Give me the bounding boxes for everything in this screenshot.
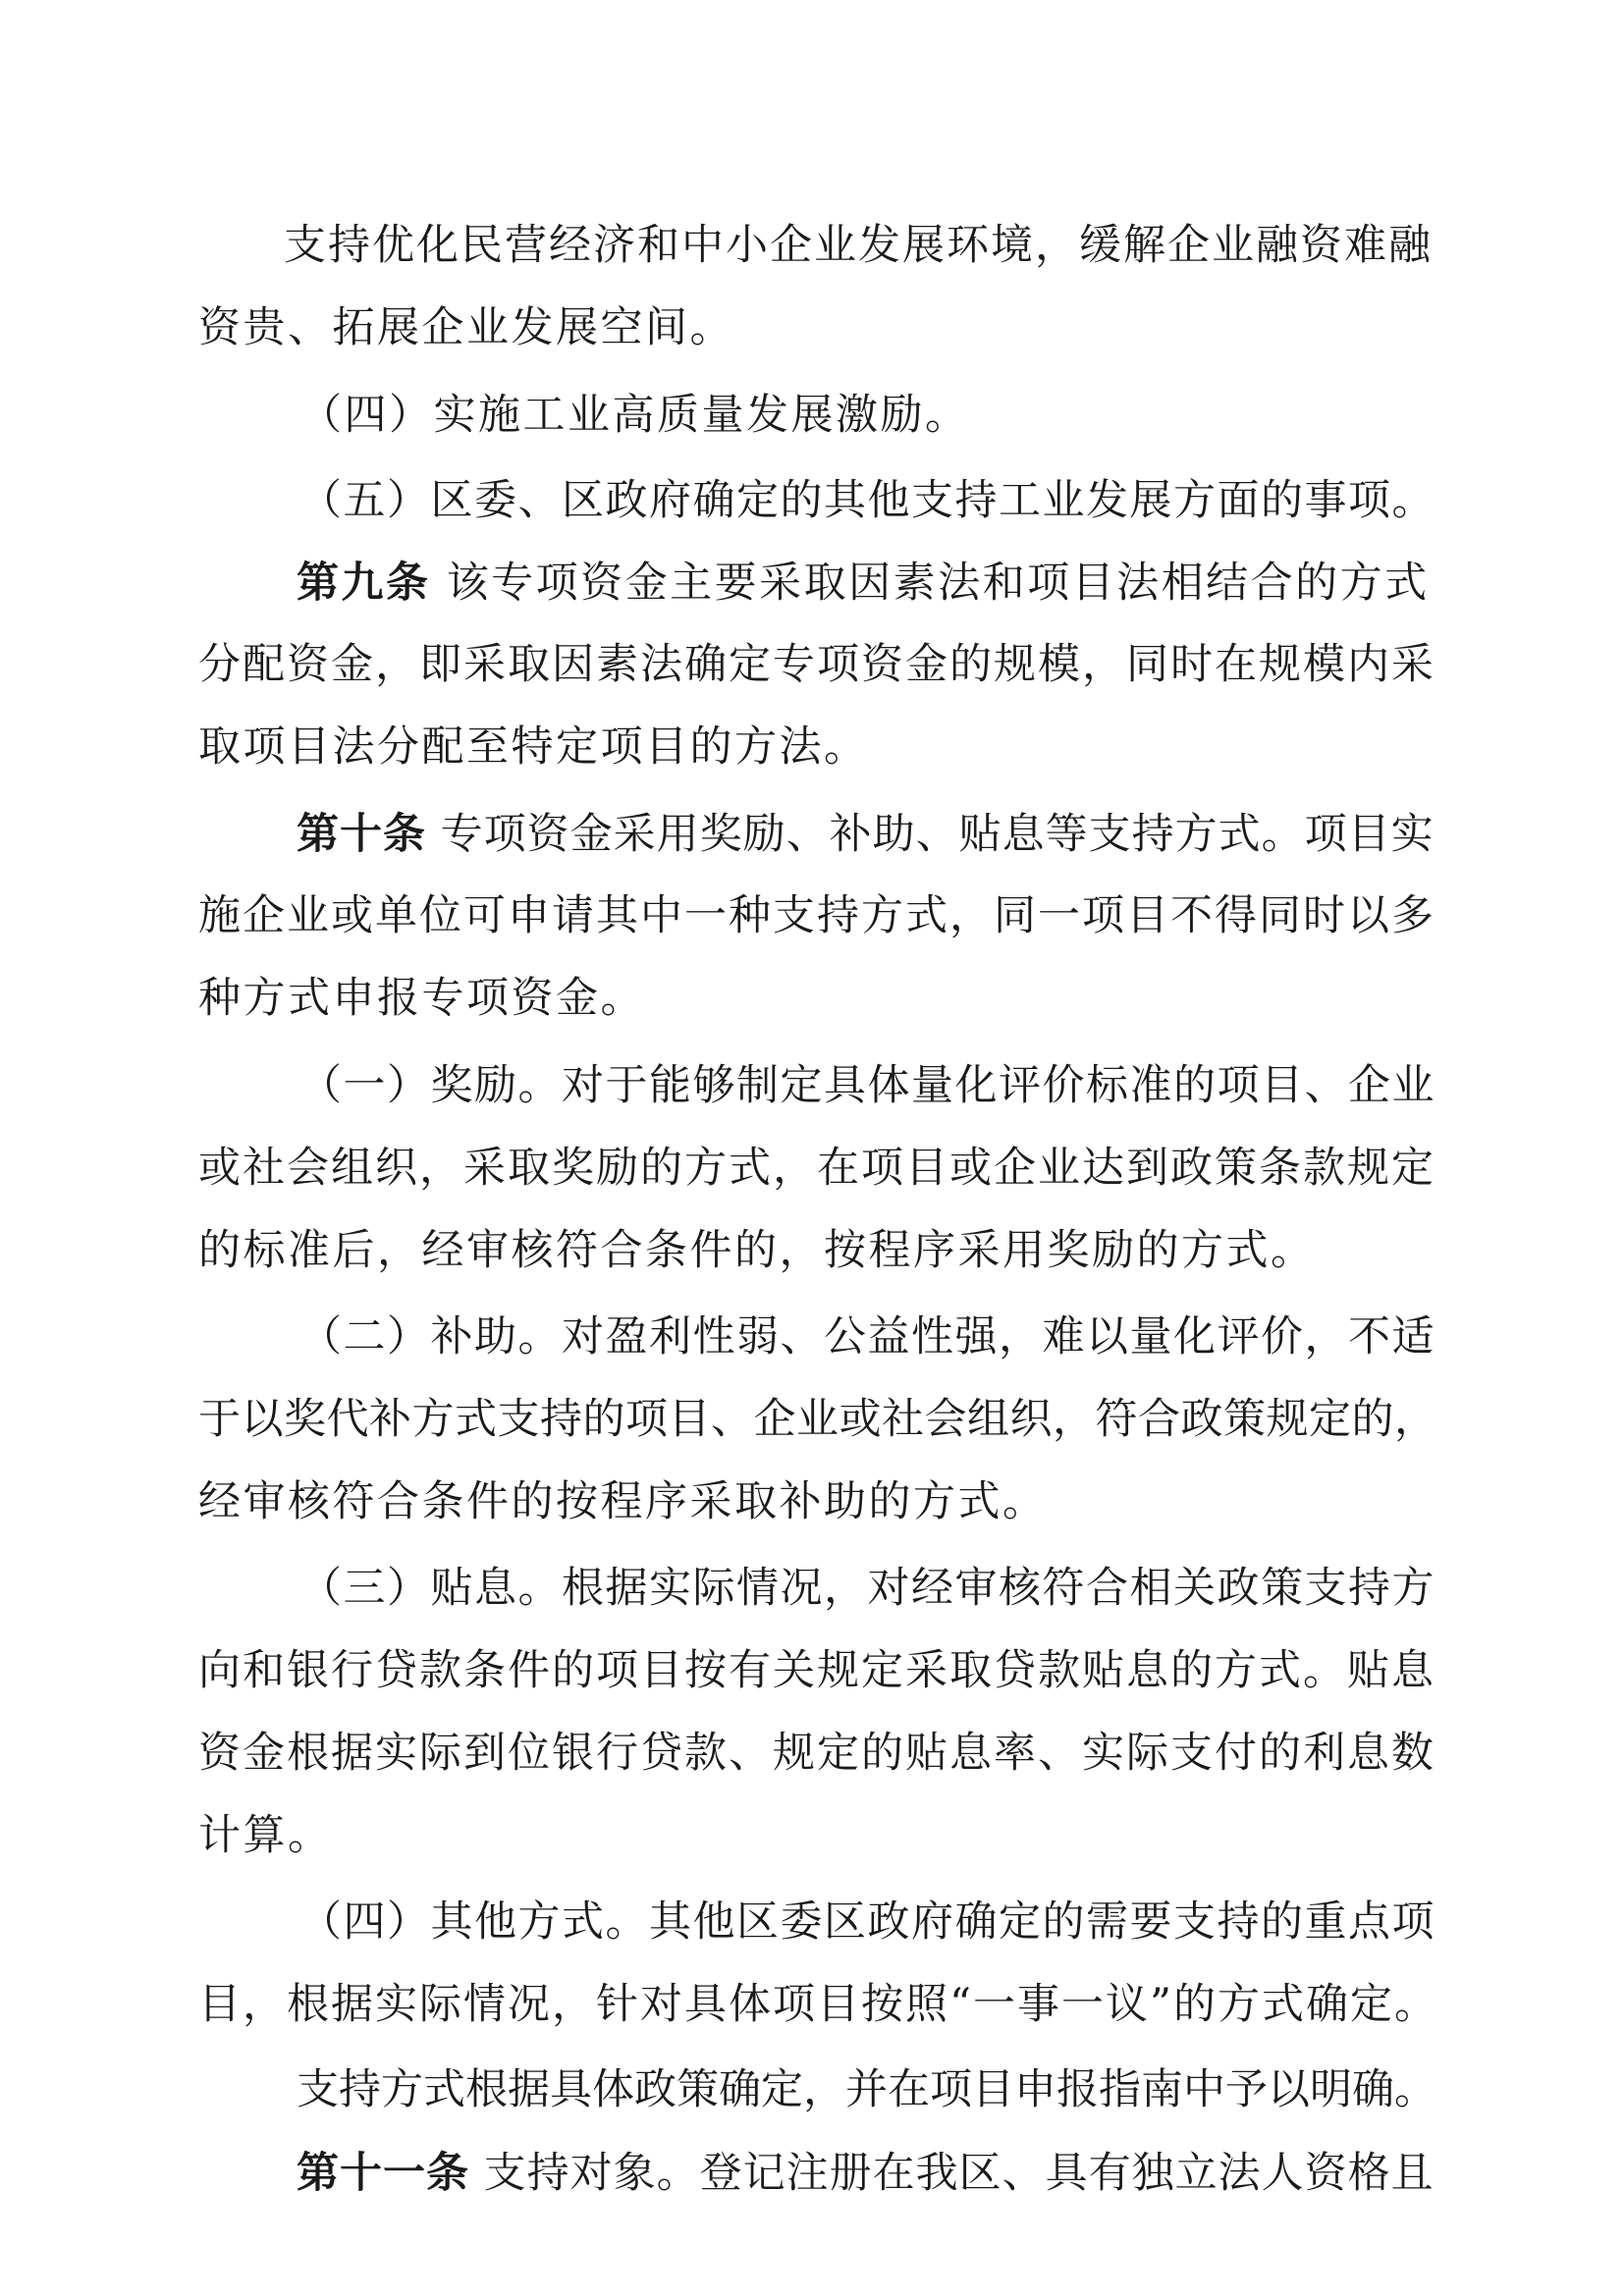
- text-line: （五）区委、区政府确定的其他支持工业发展方面的事项。: [299, 476, 1435, 525]
- article-9-paragraph-start: [297, 556, 1430, 611]
- text-line: （四）其他方式。其他区委区政府确定的需要支持的重点项: [299, 1897, 1435, 1947]
- text-line: 于以奖代补方式支持的项目、企业或社会组织，符合政策规定的，: [198, 1395, 1437, 1444]
- article-11-paragraph-start: [297, 2146, 1435, 2201]
- text-line: 施企业或单位可申请其中一种支持方式，同一项目不得同时以多: [198, 891, 1435, 940]
- text-line: 资金根据实际到位银行贷款、规定的贴息率、实际支付的利息数: [198, 1729, 1435, 1778]
- article-11-text: 支持对象。登记注册在我区、具有独立法人资格且: [469, 2149, 1435, 2198]
- text-line: 或社会组织，采取奖励的方式，在项目或企业达到政策条款规定: [198, 1144, 1435, 1193]
- text-line: 取项目法分配至特定项目的方法。: [198, 722, 869, 772]
- text-line: 资贵、拓展企业发展空间。: [198, 303, 734, 352]
- text-line: （二）补助。对盈利性弱、公益性强，难以量化评价，不适: [299, 1312, 1435, 1362]
- text-line: 支持优化民营经济和中小企业发展环境，缓解企业融资难融: [284, 221, 1433, 270]
- text-line: （三）贴息。根据实际情况，对经审核符合相关政策支持方: [299, 1564, 1435, 1613]
- text-line: 分配资金，即采取因素法确定专项资金的规模，同时在规模内采: [198, 640, 1435, 689]
- text-line: 种方式申报专项资金。: [198, 974, 645, 1023]
- text-line: 目，根据实际情况，针对具体项目按照“一事一议”的方式确定。: [198, 1980, 1438, 2029]
- text-line: （一）奖励。对于能够制定具体量化评价标准的项目、企业: [299, 1061, 1435, 1110]
- article-9-text: 该专项资金主要采取因素法和项目法相结合的方式: [430, 559, 1430, 608]
- article-11-heading: 第十一条: [297, 2149, 469, 2198]
- article-10-paragraph-start: [297, 807, 1435, 862]
- article-9-heading: 第九条: [297, 559, 431, 608]
- text-line: 计算。: [198, 1811, 333, 1860]
- article-10-heading: 第十条: [297, 810, 426, 859]
- text-line: （四）实施工业高质量发展激励。: [299, 391, 970, 440]
- text-line: 的标准后，经审核符合条件的，按程序采用奖励的方式。: [198, 1226, 1316, 1275]
- article-10-text: 专项资金采用奖励、补助、贴息等支持方式。项目实: [426, 810, 1435, 859]
- text-line: 向和银行贷款条件的项目按有关规定采取贷款贴息的方式。贴息: [198, 1646, 1435, 1695]
- text-line: 支持方式根据具体政策确定，并在项目申报指南中予以明确。: [297, 2065, 1436, 2114]
- text-line: 经审核符合条件的按程序采取补助的方式。: [198, 1477, 1048, 1526]
